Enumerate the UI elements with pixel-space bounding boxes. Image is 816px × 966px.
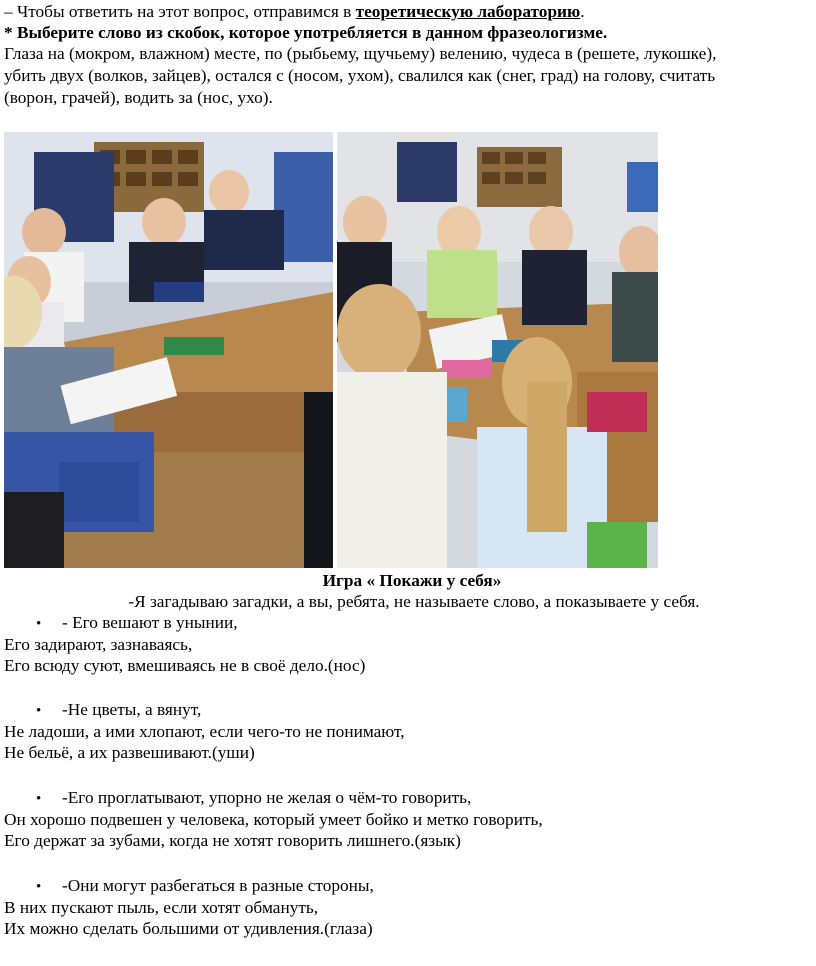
riddle-line: Его держат за зубами, когда не хотят говорить лишнего.(язык) — [4, 831, 461, 850]
bullet-icon — [36, 876, 62, 898]
game-instruction: -Я загадываю загадки, а вы, ребята, не называете слово, а показываете у себя. — [128, 592, 700, 611]
riddle-first-line: - Его вешают в унынии, — [62, 613, 238, 632]
list-item — [36, 700, 201, 722]
intro-text: – Чтобы ответить на этот вопрос, отправимся в — [4, 2, 356, 21]
riddle-line: Он хорошо подвешен у человека, который умеет бойко и метко говорить, — [4, 810, 543, 829]
task-heading: * Выберите слово из скобок, которое употребляется в данном фразеологизме. — [4, 23, 608, 42]
phrase-line-1: Глаза на (мокром, влажном) месте, по (рыбьему, щучьему) велению, чудеса в (решете, лукошке), — [4, 44, 717, 63]
intro-period: . — [580, 2, 585, 21]
riddle-line: В них пускают пыль, если хотят обмануть, — [4, 898, 319, 917]
riddle-first-line: -Не цветы, а вянут, — [62, 700, 202, 719]
bullet-icon — [36, 788, 62, 810]
riddle-line: Его задирают, зазнаваясь, — [4, 635, 193, 654]
list-item — [36, 613, 238, 635]
list-item — [36, 788, 471, 810]
riddle-line: Не бельё, а их развешивают.(уши) — [4, 743, 255, 762]
riddle-first-line: -Они могут разбегаться в разные стороны, — [62, 876, 374, 895]
classroom-photo-left — [4, 132, 333, 568]
riddle-line: Не ладоши, а ими хлопают, если чего-то не понимают, — [4, 722, 405, 741]
phrase-line-2: убить двух (волков, зайцев), остался с (носом, ухом), свалился как (снег, град) на голову, считать — [4, 66, 716, 85]
game-title: Игра « Покажи у себя» — [322, 571, 502, 590]
lab-link-text: теоретическую лабораторию — [355, 2, 581, 21]
list-item — [36, 876, 374, 898]
phrase-line-3: (ворон, грачей), водить за (нос, ухо). — [4, 88, 273, 107]
intro-line-1 — [4, 2, 585, 23]
bullet-icon — [36, 613, 62, 635]
riddle-line: Его всюду суют, вмешиваясь не в своё дело.(нос) — [4, 656, 366, 675]
classroom-photo-right — [337, 132, 658, 568]
bullet-icon — [36, 700, 62, 722]
riddle-line: Их можно сделать большими от удивления.(глаза) — [4, 919, 373, 938]
riddle-first-line: -Его проглатывают, упорно не желая о чём-то говорить, — [62, 788, 472, 807]
